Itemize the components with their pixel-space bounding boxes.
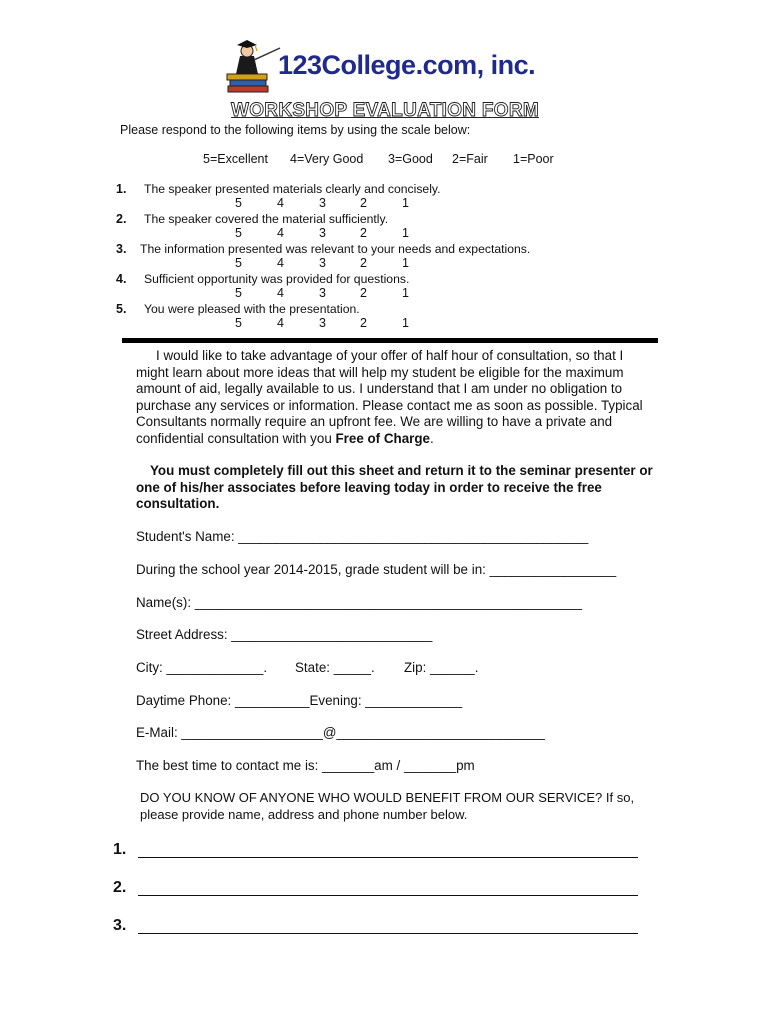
rating-option-5[interactable]: 5 [235,286,242,300]
rating-option-1[interactable]: 1 [402,196,409,210]
consultation-text: I would like to take advantage of your offer of half hour of consultation, so that I might learn about more ideas that will help my student be eligible for the maximum amount of aid, legally available to us. I understand that I am under no obligation to purchase any services or information. Please contact me as soon as possible. Typical Consultants normally require an upfront fee. We are willing to have a private and confidential consultation with you [136,348,643,446]
city-field[interactable]: City: _____________. [136,660,268,675]
question-text: The speaker covered the material sufficiently. [144,212,389,226]
rating-option-5[interactable]: 5 [235,196,242,210]
question-number: 4. [116,272,127,286]
consultation-paragraph [136,348,656,448]
rating-option-3[interactable]: 3 [319,316,326,330]
question-number: 1. [116,182,127,196]
consultation-period: . [430,430,434,446]
best-time-field[interactable]: The best time to contact me is: _______am / _______pm [136,758,475,773]
grade-field[interactable]: During the school year 2014-2015, grade student will be in: _________________ [136,562,617,577]
free-of-charge-text: Free of Charge [335,430,430,446]
rating-option-1[interactable]: 1 [402,256,409,270]
scale-excellent: 5=Excellent [203,152,268,166]
rating-option-2[interactable]: 2 [360,226,367,240]
rating-option-4[interactable]: 4 [277,256,284,270]
phone-field[interactable]: Daytime Phone: __________Evening: _____________ [136,693,463,708]
company-logo [222,36,542,98]
rating-option-3[interactable]: 3 [319,256,326,270]
student-name-field[interactable]: Student's Name: _______________________________________________ [136,529,589,544]
street-address-field[interactable]: Street Address: ___________________________ [136,627,433,642]
rating-option-4[interactable]: 4 [277,286,284,300]
referral-line[interactable] [138,856,638,858]
question-number: 2. [116,212,127,226]
email-field[interactable]: E-Mail: ___________________@____________________________ [136,725,545,740]
scale-poor: 1=Poor [513,152,554,166]
rating-option-1[interactable]: 1 [402,226,409,240]
completion-notice: You must completely fill out this sheet and return it to the seminar presenter or one of his/her associates before leaving today in order to receive the free consultation. [136,463,653,512]
question-text: You were pleased with the presentation. [144,302,360,316]
question-text: The speaker presented materials clearly and concisely. [144,182,441,196]
state-field[interactable]: State: _____. [295,660,375,675]
rating-option-2[interactable]: 2 [360,286,367,300]
form-title: WORKSHOP EVALUATION FORM [230,100,540,121]
scale-fair: 2=Fair [452,152,488,166]
scale-instructions: Please respond to the following items by using the scale below: [120,123,471,137]
referral-number: 3. [113,917,127,934]
question-text: The information presented was relevant to your needs and expectations. [140,242,531,256]
rating-option-4[interactable]: 4 [277,226,284,240]
section-divider [122,338,658,343]
rating-option-3[interactable]: 3 [319,226,326,240]
referral-line[interactable] [138,894,638,896]
names-field[interactable]: Name(s): ____________________________________________________ [136,595,583,610]
zip-field[interactable]: Zip: ______. [404,660,479,675]
scale-very-good: 4=Very Good [290,152,364,166]
rating-option-2[interactable]: 2 [360,316,367,330]
graduate-mascot-icon [222,36,282,98]
rating-option-2[interactable]: 2 [360,196,367,210]
rating-option-3[interactable]: 3 [319,196,326,210]
question-number: 5. [116,302,127,316]
question-text: Sufficient opportunity was provided for questions. [144,272,410,286]
rating-option-2[interactable]: 2 [360,256,367,270]
rating-option-4[interactable]: 4 [277,316,284,330]
referral-number: 1. [113,841,127,858]
rating-option-3[interactable]: 3 [319,286,326,300]
rating-option-1[interactable]: 1 [402,316,409,330]
scale-good: 3=Good [388,152,433,166]
referral-number: 2. [113,879,127,896]
brand-name: 123College.com, inc. [278,50,536,80]
rating-option-1[interactable]: 1 [402,286,409,300]
rating-option-5[interactable]: 5 [235,256,242,270]
question-number: 3. [116,242,127,256]
referral-prompt: DO YOU KNOW OF ANYONE WHO WOULD BENEFIT FROM OUR SERVICE? If so, please provide name, address and phone number below. [140,790,635,822]
rating-option-5[interactable]: 5 [235,226,242,240]
referral-line[interactable] [138,932,638,934]
rating-option-5[interactable]: 5 [235,316,242,330]
rating-option-4[interactable]: 4 [277,196,284,210]
